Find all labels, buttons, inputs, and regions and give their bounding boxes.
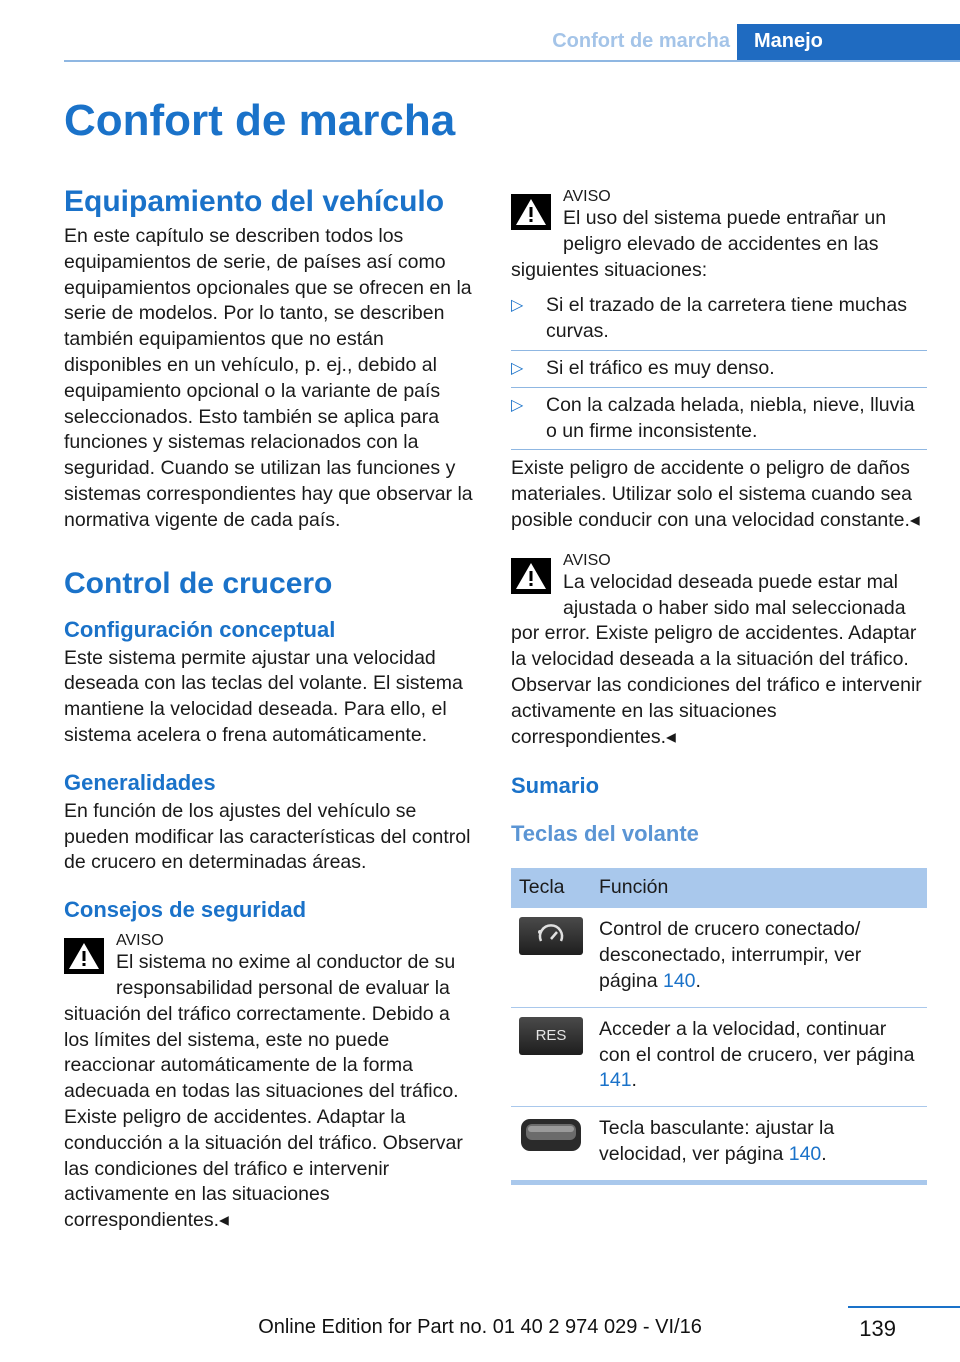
page-number-rule: [848, 1306, 960, 1308]
table-row: Tecla basculante: ajustar la velocidad, ver página 140.: [511, 1107, 927, 1183]
list-item: ▷ Con la calzada helada, niebla, nieve, lluvia o un firme inconsistente.: [511, 393, 927, 451]
equipment-text: En este capítulo se describen todos los equipamientos de serie, de países así como equipamientos opcionales que se ofrecen en la serie de modelos. Por lo tanto, se describen también equipamientos que no están disponibles en un vehículo, p. ej., debido al equipamiento opcional o la variante de país seleccionados. Esto también se aplica para funciones y sistemas relacionados con la seguridad. Cuando se utilizan las funciones y sistemas correspondientes hay que observar la normativa vigente de cada país.: [64, 225, 473, 531]
res-button-icon: RES: [519, 1017, 583, 1055]
table-row: RES Acceder a la velocidad, continuar con el control de crucero, ver página 141.: [511, 1007, 927, 1106]
warning-text: La velocidad deseada puede estar mal ajustada o haber sido mal seleccionada por error. Existe peligro de accidentes. Adaptar la velocidad deseada a la situación del tráfico. Observar las condiciones del tráfico e intervenir activamente en las situaciones correspondientes.◂: [511, 570, 922, 748]
warning-icon: [64, 938, 104, 974]
warning-icon: [511, 194, 551, 230]
concept-heading: Configuración conceptual: [64, 616, 336, 642]
list-item: ▷ Si el tráfico es muy denso.: [511, 356, 927, 388]
warning-text: El sistema no exime al conductor de su responsabilidad personal de evaluar la situación del tráfico correctamente. Debido a los límites del sistema, este no puede reaccionar automáticamente de la forma adecuada en todas las situaciones del tráfico. Existe peligro de accidentes. Adaptar la conducción a la situación del tráfico. Observar las condiciones del tráfico e intervenir activamente en las situaciones correspondientes.◂: [64, 951, 463, 1232]
table-row: Control de crucero conectado/ desconectado, interrumpir, ver página 140.: [511, 908, 927, 1007]
summary-heading: Sumario: [511, 773, 600, 799]
header-chapter-tab: Manejo: [737, 24, 960, 62]
page-link[interactable]: 141: [599, 1069, 632, 1092]
warning-block: [511, 550, 927, 751]
column-header-key: Tecla: [511, 868, 591, 908]
cruise-control-heading: Control de crucero: [64, 566, 333, 600]
page-title: Confort de marcha: [64, 96, 456, 145]
page-number: 139: [859, 1316, 896, 1341]
function-text: Acceder a la velocidad, continuar con el control de crucero, ver página: [599, 1017, 915, 1066]
warning-block: [511, 186, 927, 283]
concept-text: Este sistema permite ajustar una velocidad deseada con las teclas del volante. El sistema mantiene la velocidad deseada. Para ello, el sistema acelera o frena automáticamente.: [64, 646, 463, 746]
page-link[interactable]: 140: [788, 1142, 822, 1165]
general-heading: Generalidades: [64, 769, 216, 795]
warning-icon: [511, 558, 551, 594]
steering-keys-heading: Teclas del volante: [511, 821, 699, 847]
list-item: ▷ Si el trazado de la carretera tiene muchas curvas.: [511, 293, 927, 351]
column-header-function: Función: [591, 868, 927, 908]
function-text: Control de crucero conectado/ desconectado, interrumpir, ver página: [599, 918, 862, 992]
warning-label: AVISO: [116, 932, 164, 950]
warning-consequence-text: Existe peligro de accidente o peligro de daños materiales. Utilizar solo el sistema cuando sea posible conducir con una velocidad constante.◂: [511, 457, 920, 531]
warning-label: AVISO: [563, 551, 611, 569]
warning-text: El uso del sistema puede entrañar un peligro elevado de accidentes en las siguientes situaciones:: [511, 207, 887, 281]
page-link[interactable]: 140: [662, 969, 696, 992]
function-text: Tecla basculante: ajustar la velocidad, ver página: [599, 1117, 835, 1165]
left-column: [64, 180, 480, 1234]
header-section-label: Confort de marcha: [552, 30, 730, 52]
situation-list: [511, 293, 927, 450]
cruise-control-button-icon: [519, 917, 583, 955]
edition-footer: Online Edition for Part no. 01 40 2 974 029 - VI/16: [258, 1316, 702, 1338]
header-rule: [64, 60, 960, 62]
general-text: En función de los ajustes del vehículo se pueden modificar las características del control de crucero en determinadas áreas.: [64, 799, 471, 874]
warning-block: [64, 930, 480, 1234]
rocker-switch-icon: [519, 1116, 583, 1154]
steering-keys-table: [511, 868, 927, 1184]
equipment-heading: Equipamiento del vehículo: [64, 185, 445, 218]
warning-label: AVISO: [563, 188, 611, 205]
right-column: [511, 186, 927, 1185]
safety-heading: Consejos de seguridad: [64, 897, 307, 923]
